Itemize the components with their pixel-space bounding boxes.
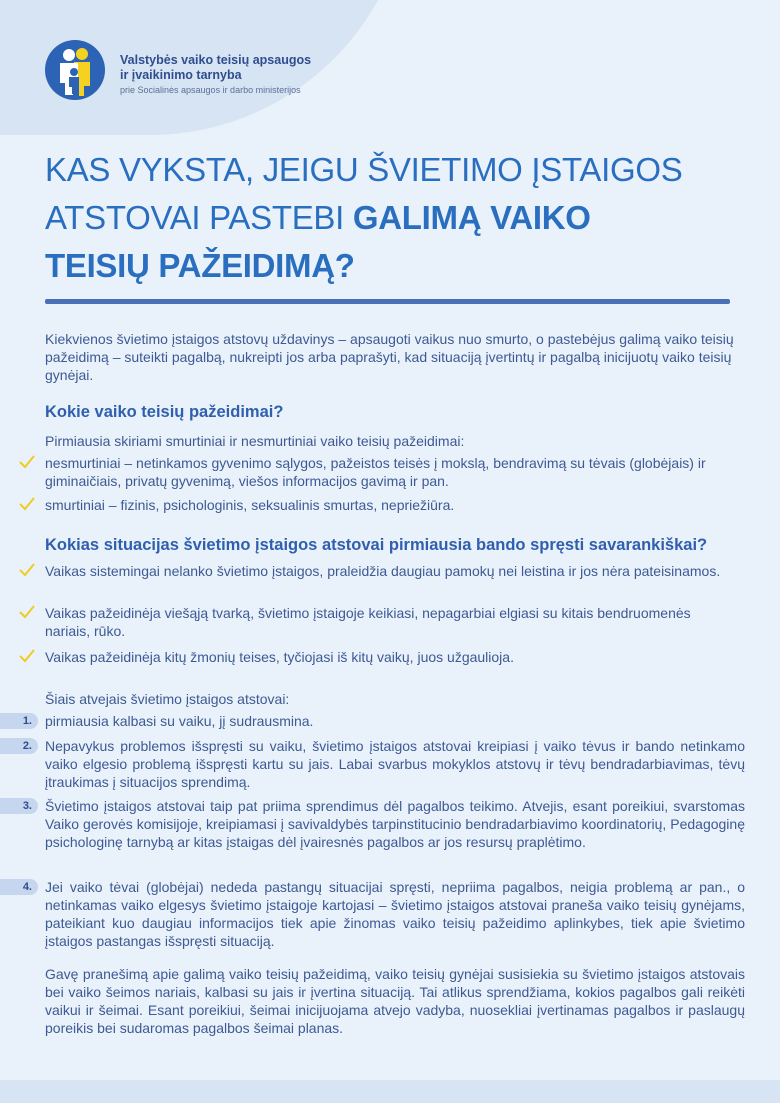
- checkmark-icon: [19, 497, 35, 511]
- checkmark-icon: [19, 563, 35, 577]
- step-number-badge: 4.: [0, 879, 38, 895]
- list-item: [45, 454, 735, 490]
- title-line2-bold: GALIMĄ VAIKO: [352, 199, 591, 236]
- list-item-text: smurtiniai – fizinis, psichologinis, seksualinis smurtas, nepriežiūra.: [45, 497, 455, 513]
- list-item: [45, 648, 735, 666]
- steps-lead: Šiais atvejais švietimo įstaigos atstovai:: [45, 691, 290, 707]
- organization-name-line2: ir įvaikinimo tarnyba: [120, 68, 242, 82]
- title-line2: [45, 194, 745, 242]
- title-line2-plain: ATSTOVAI PASTEBI: [45, 199, 353, 236]
- section1-lead: Pirmiausia skiriami smurtiniai ir nesmurtiniai vaiko teisių pažeidimai:: [45, 433, 465, 449]
- list-item-text: Vaikas sistemingai nelanko švietimo įstaigos, praleidžia daugiau pamokų nei leistina ir jos nėra pateisinamos.: [45, 563, 721, 579]
- numbered-step: [22, 712, 745, 730]
- organization-name-line1: Valstybės vaiko teisių apsaugos: [120, 53, 312, 67]
- agency-logo-icon: [45, 40, 105, 100]
- checkmark-icon: [19, 649, 35, 663]
- numbered-step: [22, 737, 745, 791]
- step-text: Švietimo įstaigos atstovai taip pat priima sprendimus dėl pagalbos teikimo. Atvejis, esant poreikiui, svarstomas Vaiko gerovės komisijoje, kreipiamasi į savivaldybės tarpinstitucinio bendradarbiavimo koordinatorių, Pedagoginę psichologinę tarnybą ar kitas įstaigas dėl įvairesnės pagalbos ar jos resursų praplėtimo.: [45, 798, 745, 850]
- step-text: Jei vaiko tėvai (globėjai) nededa pastangų situacijai spręsti, nepriima pagalbos, neigia problemą ar pan., o netinkamas vaiko elgesys švietimo įstaigoje kartojasi – švietimo įstaigos atstovai praneša vaiko teisių gynėjams, pateikiant kuo daugiau informacijos tiek apie žinomas vaiko teisių pažeidimo aplinkybes, tiek apie švietimo įstaigos pastangas išspręsti situaciją.: [45, 879, 745, 949]
- numbered-step: [22, 797, 745, 851]
- numbered-step: [22, 878, 745, 950]
- checkmark-icon: [19, 455, 35, 469]
- title-line3-bold: TEISIŲ PAŽEIDIMĄ?: [45, 247, 355, 284]
- step-number-badge: 3.: [0, 798, 38, 814]
- footer-band: [0, 1080, 780, 1103]
- organization-block: [120, 53, 311, 95]
- title-divider: [45, 299, 730, 304]
- step-text: pirmiausia kalbasi su vaiku, jį sudrausmina.: [45, 713, 314, 729]
- closing-paragraph: Gavę pranešimą apie galimą vaiko teisių pažeidimą, vaiko teisių gynėjai susisiekia su švietimo įstaigos atstovais bei vaiko šeimos nariais, kalbasi su jais ir įvertina situaciją. Tai atlikus sprendžiama, kokios pagalbos gali reikėti vaikui ir šeimai. Esant poreikiui, šeimai inicijuojama atvejo vadyba, nuosekliai įvertinamas pagalbos ir paslaugų poreikis bei sudaromas pagalbos šeimai planas.: [45, 966, 745, 1036]
- organization-subtitle: prie Socialinės apsaugos ir darbo ministerijos: [120, 85, 301, 95]
- title-line3: [45, 242, 745, 290]
- section2-heading: Kokias situacijas švietimo įstaigos atstovai pirmiausia bando spręsti savarankiškai?: [45, 536, 708, 554]
- checkmark-icon: [19, 605, 35, 619]
- intro-paragraph: Kiekvienos švietimo įstaigos atstovų uždavinys – apsaugoti vaikus nuo smurto, o pastebėjus galimą vaiko teisių pažeidimą – suteikti pagalbą, nukreipti jos arba paprašyti, kad situaciją įvertintų ir pagalbą inicijuotų vaiko teisių gynėjai.: [45, 331, 734, 383]
- page-title: [45, 146, 745, 290]
- title-line1: KAS VYKSTA, JEIGU ŠVIETIMO ĮSTAIGOS: [45, 151, 683, 188]
- list-item: [45, 604, 735, 640]
- step-text: Nepavykus problemos išspręsti su vaiku, švietimo įstaigos atstovai kreipiasi į vaiko tėvus ir bando netinkamo vaiko elgesio problemą išspręsti kartu su jais. Labai svarbus mokyklos atstovų ir tėvų bendradarbiavimas, tėvų įtraukimas į situacijos sprendimą.: [45, 738, 745, 790]
- list-item-text: Vaikas pažeidinėja viešąją tvarką, švietimo įstaigoje keikiasi, nepagarbiai elgiasi su kitais bendruomenės nariais, rūko.: [45, 605, 691, 639]
- list-item-text: Vaikas pažeidinėja kitų žmonių teises, tyčiojasi iš kitų vaikų, juos užgaulioja.: [45, 649, 514, 665]
- section1-heading: Kokie vaiko teisių pažeidimai?: [45, 403, 284, 421]
- list-item: [45, 562, 735, 580]
- list-item: [45, 496, 735, 514]
- step-number-badge: 2.: [0, 738, 38, 754]
- step-number-badge: 1.: [0, 713, 38, 729]
- list-item-text: nesmurtiniai – netinkamos gyvenimo sąlygos, pažeistos teisės į mokslą, bendravimą su tėvais (globėjais) ir giminaičiais, privatų gyvenimą, viešos informacijos gavimą ir pan.: [45, 455, 706, 489]
